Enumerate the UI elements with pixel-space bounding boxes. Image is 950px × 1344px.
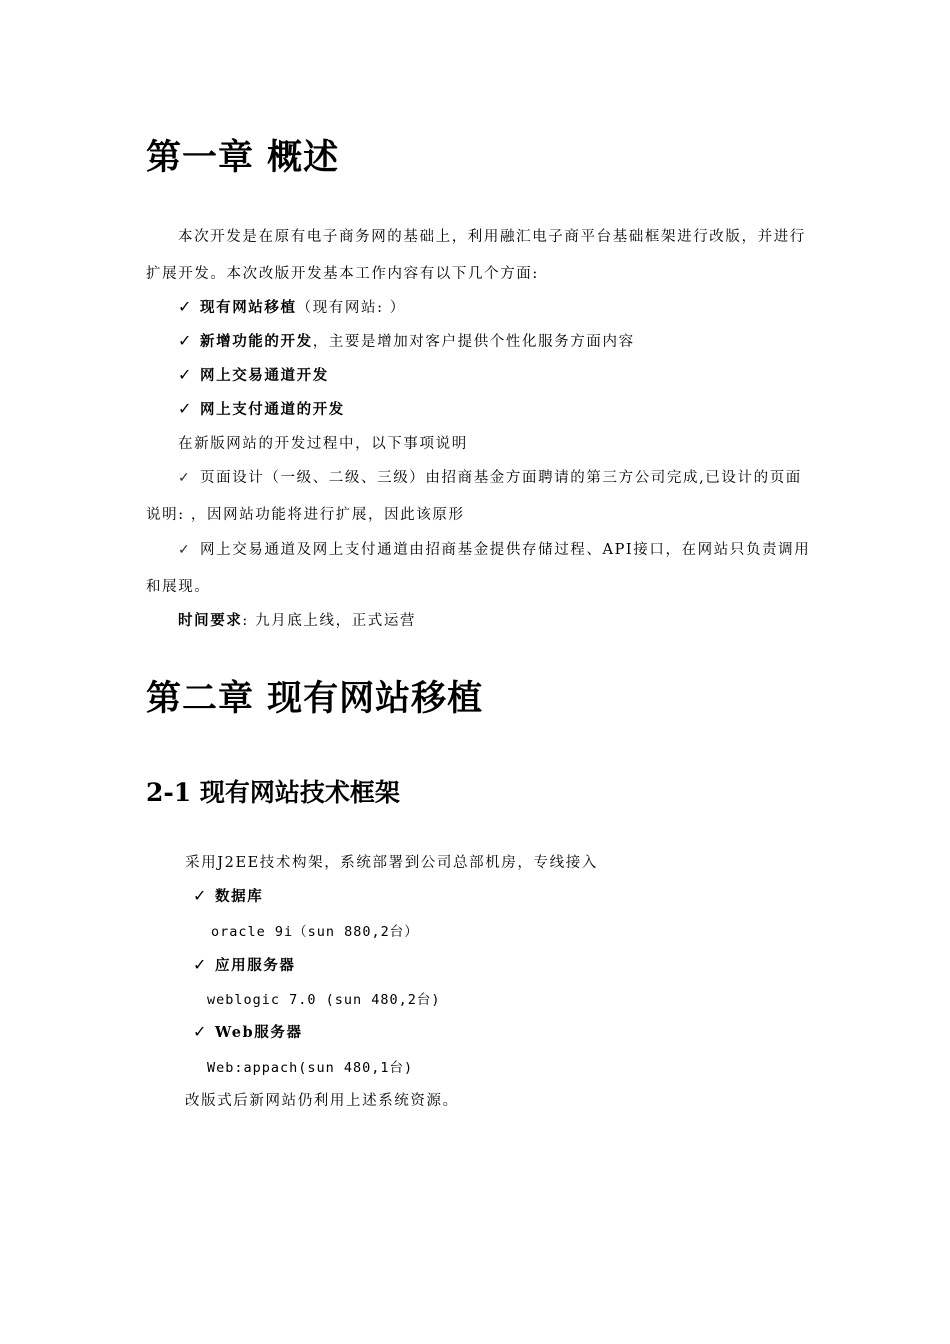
checkmark-icon: ✓ — [178, 399, 194, 418]
list-item-bold: 现有网站移植 — [200, 299, 297, 316]
web-server-heading — [193, 1021, 303, 1042]
architecture-intro: 采用J2EE技术构架，系统部署到公司总部机房，专线接入 — [185, 855, 598, 871]
web-server-label: Web服务器 — [215, 1024, 303, 1041]
note-2-line-1 — [178, 538, 810, 559]
list-item — [178, 330, 635, 351]
section-2-1-title: 2-1 现有网站技术框架 — [146, 778, 400, 807]
checkmark-icon: ✓ — [193, 1022, 209, 1041]
time-requirement — [178, 609, 416, 630]
checkmark-icon: ✓ — [193, 955, 209, 974]
checkmark-icon: ✓ — [193, 886, 209, 905]
note-2-line-2: 和展现。 — [146, 579, 211, 595]
checkmark-icon: ✓ — [178, 470, 192, 486]
checkmark-icon: ✓ — [178, 365, 194, 384]
note-1-text: 页面设计（一级、二级、三级）由招商基金方面聘请的第三方公司完成,已设计的页面 — [200, 470, 802, 486]
web-server-value: Web:appach(sun 480,1台) — [207, 1060, 414, 1076]
time-requirement-value: : 九月底上线，正式运营 — [242, 613, 417, 629]
intro-paragraph-line-1: 本次开发是在原有电子商务网的基础上，利用融汇电子商平台基础框架进行改版，并进行 — [178, 229, 806, 245]
checkmark-icon: ✓ — [178, 542, 192, 558]
list-item — [178, 296, 406, 317]
app-server-value: weblogic 7.0 (sun 480,2台) — [207, 992, 441, 1008]
checkmark-icon: ✓ — [178, 331, 194, 350]
database-value: oracle 9i（sun 880,2台） — [211, 924, 419, 940]
chapter-1-title: 第一章 概述 — [146, 137, 340, 178]
note-2-text: 网上交易通道及网上支付通道由招商基金提供存储过程、API接口，在网站只负责调用 — [200, 542, 811, 558]
closing-paragraph: 改版式后新网站仍利用上述系统资源。 — [185, 1093, 459, 1109]
list-item — [178, 364, 329, 385]
list-item-rest: （现有网站: ） — [296, 300, 406, 316]
app-server-label: 应用服务器 — [215, 957, 296, 974]
note-1-line-1 — [178, 466, 802, 487]
list-item-bold: 新增功能的开发 — [200, 333, 313, 350]
intro-paragraph-line-2: 扩展开发。本次改版开发基本工作内容有以下几个方面: — [146, 266, 539, 282]
time-requirement-label: 时间要求 — [178, 612, 243, 629]
database-label: 数据库 — [215, 888, 264, 905]
list-item-bold: 网上交易通道开发 — [200, 367, 329, 384]
list-item-rest: ，主要是增加对客户提供个性化服务方面内容 — [312, 334, 635, 350]
note-1-line-2: 说明: ，因网站功能将进行扩展，因此该原形 — [146, 507, 465, 523]
app-server-heading — [193, 954, 296, 975]
list-item — [178, 398, 345, 419]
notes-intro: 在新版网站的开发过程中，以下事项说明 — [178, 436, 468, 452]
checkmark-icon: ✓ — [178, 297, 194, 316]
database-heading — [193, 885, 263, 906]
chapter-2-title: 第二章 现有网站移植 — [146, 678, 484, 719]
list-item-bold: 网上支付通道的开发 — [200, 401, 345, 418]
